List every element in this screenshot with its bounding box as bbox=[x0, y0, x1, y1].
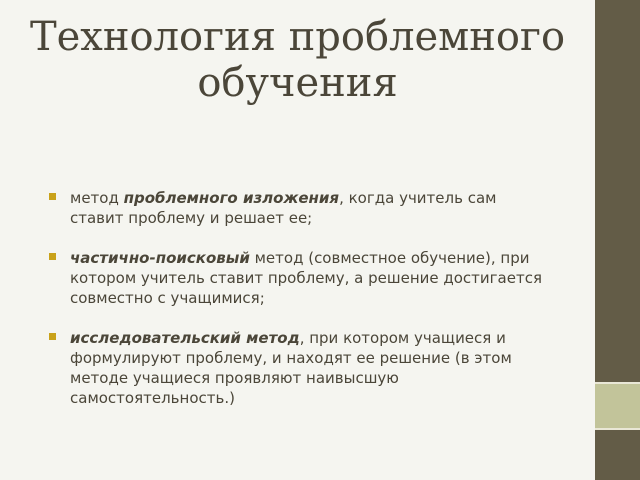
sidebar-divider-line bbox=[595, 382, 640, 384]
sidebar-dark-block-top bbox=[595, 0, 640, 383]
bullet-list bbox=[48, 188, 548, 428]
bullet-emphasis: проблемного изложения bbox=[123, 189, 340, 207]
sidebar-divider-line bbox=[595, 428, 640, 430]
bullet-text-after: , когда учитель сам ставит проблему и решает ее; bbox=[70, 189, 497, 227]
sidebar-light-block bbox=[595, 383, 640, 429]
bullet-item-1 bbox=[48, 188, 548, 228]
sidebar-dark-block-bottom bbox=[595, 429, 640, 480]
decorative-sidebar bbox=[595, 0, 640, 480]
bullet-emphasis: исследовательский метод bbox=[70, 329, 300, 347]
bullet-item-3 bbox=[48, 328, 548, 408]
square-bullet-icon bbox=[49, 333, 56, 340]
square-bullet-icon bbox=[49, 253, 56, 260]
square-bullet-icon bbox=[49, 193, 56, 200]
bullet-item-2 bbox=[48, 248, 548, 308]
title-line-2: обучения bbox=[197, 60, 398, 106]
bullet-text-after: метод (совместное обучение), при котором учитель ставит проблему, а решение достигается совместно с учащимися; bbox=[70, 249, 542, 307]
bullet-text-before: метод bbox=[70, 189, 124, 207]
slide-title bbox=[0, 14, 595, 106]
bullet-emphasis: частично-поисковый bbox=[70, 249, 250, 267]
title-line-1: Технология проблемного bbox=[29, 14, 566, 60]
bullet-text-after: , при котором учащиеся и формулируют проблему, и находят ее решение (в этом методе учащиеся проявляют наивысшую самостоятельность.) bbox=[70, 329, 512, 407]
